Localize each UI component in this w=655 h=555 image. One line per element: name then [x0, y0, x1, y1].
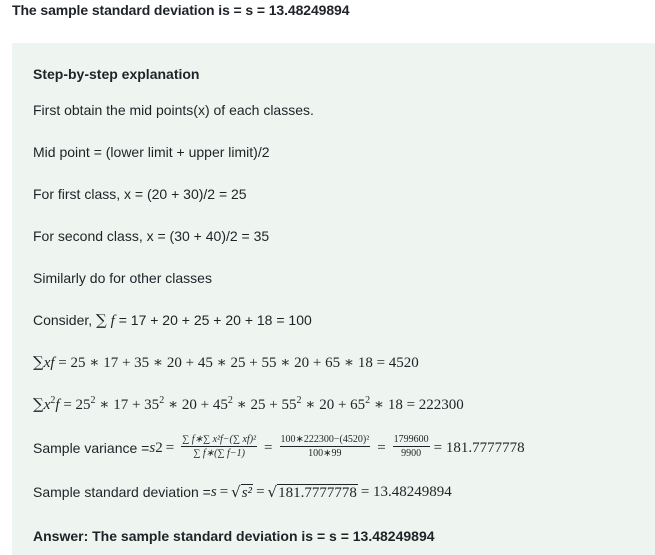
math-var: s — [149, 439, 156, 456]
sigma-symbol: ∑ — [33, 353, 44, 371]
math-var: f — [110, 313, 115, 329]
equals-sign: = — [377, 439, 386, 456]
fraction-numerator: 100∗222300−(4520)² — [280, 434, 370, 445]
fraction-denominator: ∑ f∗(∑ f−1) — [193, 448, 245, 459]
consider-label: Consider, — [33, 312, 93, 328]
math-var: xf — [43, 355, 55, 371]
variance-result: = 181.7777778 — [433, 439, 525, 456]
fraction-denominator: 9900 — [401, 448, 422, 459]
sum-x2f-part: = 25 — [63, 397, 91, 413]
exponent: 2 — [365, 395, 371, 406]
stddev-label: Sample standard deviation = — [33, 484, 211, 500]
top-answer: The sample standard deviation is = s = 13.48249894 — [12, 2, 350, 18]
fraction-numerator: ∑ f∗∑ x²f−(∑ xf)² — [182, 434, 257, 445]
exponent: 2 — [227, 395, 233, 406]
exponent: 2 — [159, 395, 165, 406]
variance-substituted-fraction — [280, 434, 371, 459]
variance-line: Sample variance = s 2 = $\frac{\text{∑ f∗∑ x²f−(∑ xf)²}}{\sum f∗(\sum f-1)}$ = $\frac{\text{100∗222300−(4520)²}}{100∗99}$ = $\frac{1799600}{9900}$ = 181.7777778 — [33, 434, 525, 459]
math-var: f — [55, 397, 60, 413]
stddev-result: = 13.48249894 — [360, 484, 452, 500]
explanation-panel — [12, 43, 655, 555]
sum-x2f-line — [33, 395, 464, 414]
equals-sign: = — [219, 484, 229, 500]
exponent: 2 — [90, 395, 96, 406]
first-class-midpoint: For first class, x = (20 + 30)/2 = 25 — [33, 186, 247, 202]
midpoint-formula: Mid point = (lower limit + upper limit)/2 — [33, 144, 270, 160]
sigma-symbol: ∑ — [96, 311, 107, 329]
sum-x2f-part: ∗ 20 + 45 — [167, 397, 228, 413]
math-var: x — [43, 397, 51, 413]
sigma-symbol: ∑ — [33, 395, 44, 413]
explanation-heading: Step-by-step explanation — [33, 66, 200, 82]
sum-x2f-value: ∗ 18 = 222300 — [373, 397, 464, 413]
other-classes-note: Similarly do for other classes — [33, 270, 212, 286]
variance-formula-fraction — [181, 434, 257, 459]
variance-label: Sample variance = — [33, 439, 150, 456]
final-answer: Answer: The sample standard deviation is = s = 13.48249894 — [33, 528, 435, 544]
equals-sign: = — [264, 439, 273, 456]
fraction-denominator: 100∗99 — [308, 448, 342, 459]
fraction-numerator: 1799600 — [393, 434, 429, 445]
sum-f-value: = 17 + 20 + 25 + 20 + 18 = 100 — [118, 312, 312, 328]
math-var: s — [210, 484, 217, 500]
second-class-midpoint: For second class, x = (30 + 40)/2 = 35 — [33, 228, 270, 244]
sum-xf-line — [33, 353, 419, 372]
sum-x2f-part: ∗ 17 + 35 — [99, 397, 160, 413]
equals-sign: = — [165, 439, 175, 456]
exponent: 2 — [296, 395, 302, 406]
radicand: s² — [241, 484, 253, 501]
sum-xf-value: = 25 ∗ 17 + 35 ∗ 20 + 45 ∗ 25 + 55 ∗ 20 + 65 ∗ 18 = 4520 — [58, 355, 419, 371]
midpoint-intro: First obtain the mid points(x) of each classes. — [33, 102, 314, 118]
sum-f-line — [33, 311, 312, 330]
equals-sign: = — [256, 484, 265, 500]
square-root-icon: √ — [267, 483, 278, 501]
exponent: 2 — [50, 395, 56, 406]
stddev-line — [33, 483, 452, 501]
sum-x2f-part: ∗ 20 + 65 — [305, 397, 366, 413]
radicand: 181.7777778 — [278, 484, 357, 501]
sum-x2f-part: ∗ 25 + 55 — [236, 397, 297, 413]
variance-simplified-fraction — [393, 434, 430, 459]
square-root-icon: √ — [231, 483, 241, 501]
